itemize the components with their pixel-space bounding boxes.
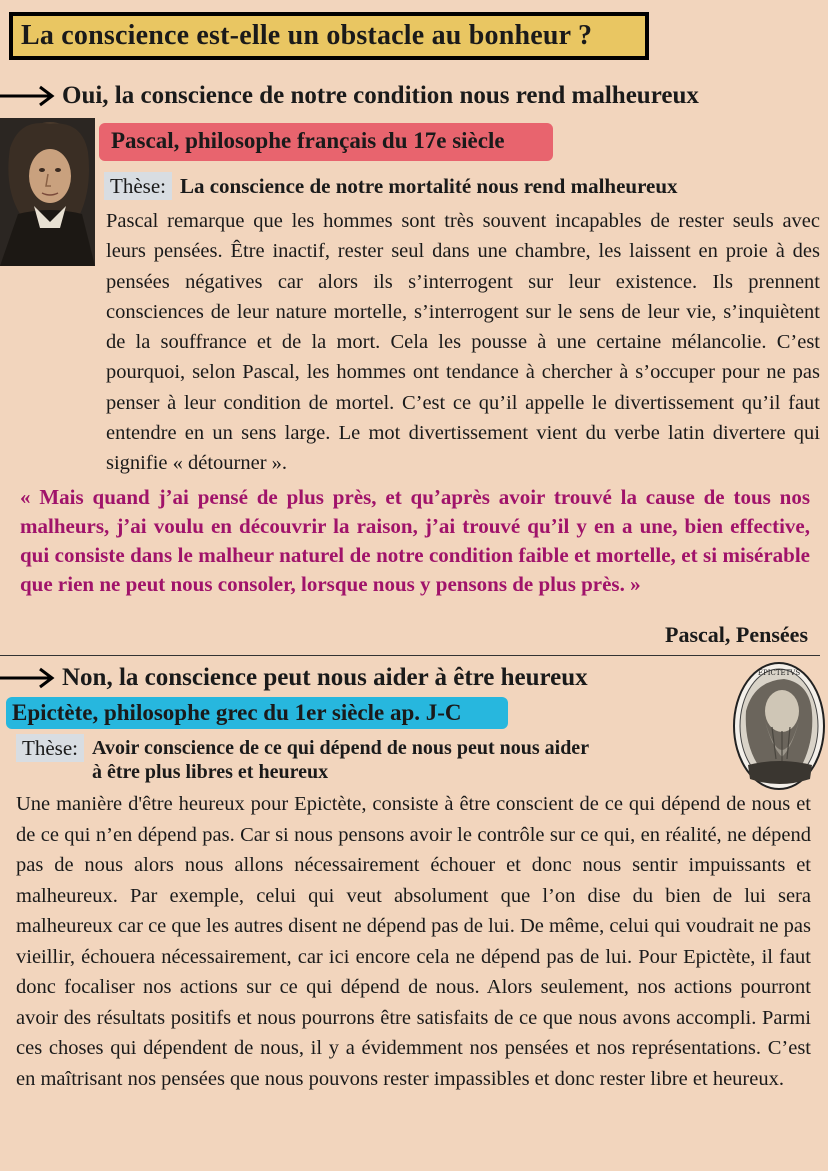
quote-source: Pascal, Pensées — [665, 622, 808, 647]
these-text — [92, 734, 589, 784]
epictete-speaker-highlight: Epictète, philosophe grec du 1er siècle ap. J-C — [6, 697, 508, 729]
right-arrow-icon — [0, 84, 56, 108]
pascal-portrait — [0, 118, 95, 266]
section1-heading-text: Oui, la conscience de notre condition nous rend malheureux — [62, 82, 699, 109]
page-title: La conscience est-elle un obstacle au bonheur ? — [9, 12, 649, 60]
epictete-portrait-caption: EPICTETVS — [757, 669, 801, 677]
these-text-line2: à être plus libres et heureux — [91, 761, 329, 783]
section2-heading-text: Non, la conscience peut nous aider à être heureux — [62, 664, 588, 691]
epictete-portrait — [732, 661, 826, 791]
pascal-paragraph: Pascal remarque que les hommes sont très souvent incapables de rester seuls avec leurs pensées. Être inactif, rester seul dans une chambre, les laissent en proie à des pensées négatives car alors ils s’interrogent sur leur existence. Ils prennent consciences de leur nature mortelle, s’interrogent sur le sens de leur vie, s’inquiètent de la souffrance et de la mort. Cela les pousse à une certaine mélancolie. C’est pourquoi, selon Pascal, les hommes ont tendance à chercher à s’occuper pour ne pas penser à leur condition de mortel. C’est ce qu’il appelle le divertissement qu’il faut entendre en un sens large. Le mot divertissement vient du verbe latin divertere qui signifie « détourner ». — [106, 210, 820, 475]
these-text-line1: Avoir conscience de ce qui dépend de nous peut nous aider — [91, 737, 590, 759]
these-label: Thèse: — [104, 172, 172, 200]
pascal-speaker-highlight: Pascal, philosophe français du 17e siècle — [99, 123, 553, 161]
section-divider — [0, 655, 820, 656]
section2-heading — [0, 664, 588, 692]
these-label: Thèse: — [16, 734, 84, 762]
right-arrow-icon — [0, 666, 56, 690]
these-text: La conscience de notre mortalité nous rend malheureux — [179, 174, 678, 198]
epictete-paragraph: Une manière d'être heureux pour Epictète, consiste à être conscient de ce qui dépend de nous et de ce qui n’en dépend pas. Car si nous pensons avoir le contrôle sur ce qui, en réalité, ne dépend pas de nous alors nous allons nécessairement échouer et donc nous sentir impuissants et malheureux. Par exemple, celui qui veut absolument que l’on dise du bien de lui sera malheureux car ce que les autres disent ne dépend pas de lui. De même, celui qui voudrait ne pas vieillir, échouera nécessairement, car ici encore cela ne dépend pas de lui. Pour Epictète, il faut donc focaliser nos actions sur ce qui dépend de nous. Alors seulement, nos actions pourront avoir des résultats positifs et nous pourrons être satisfaits de ce que nous avons accompli. Parmi ces choses qui dépendent de nous, il y a évidemment nos pensées et nos représentations. C’est en maîtrisant nos pensées que nous pouvons rester impassibles et donc rester libre et heureux. — [16, 793, 811, 1090]
section2-these — [16, 734, 589, 784]
section1-these — [104, 172, 678, 200]
pascal-quote: « Mais quand j’ai pensé de plus près, et qu’après avoir trouvé la cause de tous nos malheurs, j’ai voulu en découvrir la raison, j’ai trouvé qu’il y en a une, bien effective, qui consiste dans le malheur naturel de notre condition faible et mortelle, et si misérable que rien ne peut nous consoler, lorsque nous y pensons de plus près. » — [20, 485, 810, 596]
section1-heading — [0, 82, 699, 110]
